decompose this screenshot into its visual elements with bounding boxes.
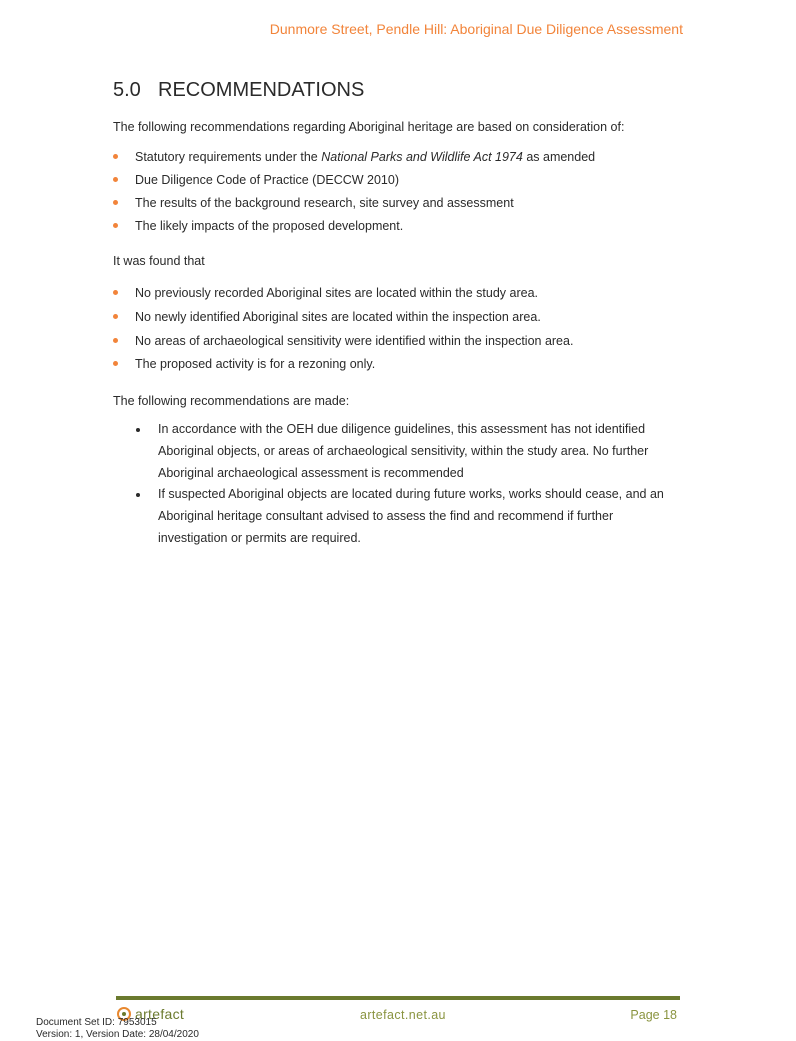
list-item-text: If suspected Aboriginal objects are located during future works, works should cease, and an Aboriginal heritage consultant advised to assess the find and recommend if further investigation or permits are required. — [158, 487, 664, 545]
list-item — [136, 484, 676, 549]
list-item — [136, 419, 676, 484]
recommendations-list — [136, 419, 676, 550]
footer-divider — [116, 996, 680, 1000]
list-item-text: The proposed activity is for a rezoning only. — [135, 357, 376, 372]
findings-intro: It was found that — [113, 254, 205, 268]
section-heading — [113, 79, 364, 102]
list-item-text: Statutory requirements under the — [135, 150, 322, 164]
document-header-title: Dunmore Street, Pendle Hill: Aboriginal Due Diligence Assessment — [269, 21, 683, 37]
bullet-icon — [113, 314, 118, 319]
list-item-text: In accordance with the OEH due diligence guidelines, this assessment has not identified Aboriginal objects, or areas of archaeological sensitivity, within the study area. No further Aboriginal archaeological assessment is recommended — [158, 422, 649, 480]
list-item-text: No areas of archaeological sensitivity were identified within the inspection area. — [135, 333, 574, 348]
list-item-text: Due Diligence Code of Practice (DECCW 2010) — [135, 173, 399, 187]
list-item-text: No newly identified Aboriginal sites are located within the inspection area. — [135, 309, 541, 324]
logo-text: artefact — [135, 1006, 185, 1022]
list-item-text: as amended — [522, 150, 596, 164]
page-number: Page 18 — [630, 1008, 677, 1022]
list-item — [113, 285, 573, 309]
findings-list — [113, 285, 573, 380]
list-item-text: The results of the background research, site survey and assessment — [135, 196, 514, 210]
bullet-icon — [113, 361, 118, 366]
bullet-icon — [113, 338, 118, 343]
footer-url: artefact.net.au — [360, 1008, 446, 1022]
list-item — [113, 172, 595, 195]
bullet-icon — [113, 200, 118, 205]
list-item-text: No previously recorded Aboriginal sites are located within the study area. — [135, 286, 538, 300]
considerations-list — [113, 149, 595, 241]
list-item — [113, 333, 573, 357]
section-title: RECOMMENDATIONS — [158, 79, 365, 101]
list-item — [113, 149, 595, 172]
bullet-icon — [113, 290, 118, 295]
intro-paragraph: The following recommendations regarding Aboriginal heritage are based on consideration of: — [113, 120, 625, 134]
bullet-icon — [136, 493, 140, 497]
bullet-icon — [113, 154, 118, 159]
document-version: Version: 1, Version Date: 28/04/2020 — [36, 1029, 199, 1040]
list-item — [113, 356, 573, 380]
act-name: National Parks and Wildlife Act 1974 — [321, 150, 523, 164]
document-metadata — [36, 1017, 199, 1041]
list-item — [113, 195, 595, 218]
recommendations-intro: The following recommendations are made: — [113, 394, 350, 408]
bullet-icon — [113, 177, 118, 182]
list-item — [113, 309, 573, 333]
list-item — [113, 218, 595, 241]
bullet-icon — [136, 428, 140, 432]
document-set-id: Document Set ID: 7953015 — [36, 1017, 157, 1028]
list-item-text: The likely impacts of the proposed development. — [135, 219, 404, 233]
bullet-icon — [113, 223, 118, 228]
section-number: 5.0 — [113, 79, 141, 101]
